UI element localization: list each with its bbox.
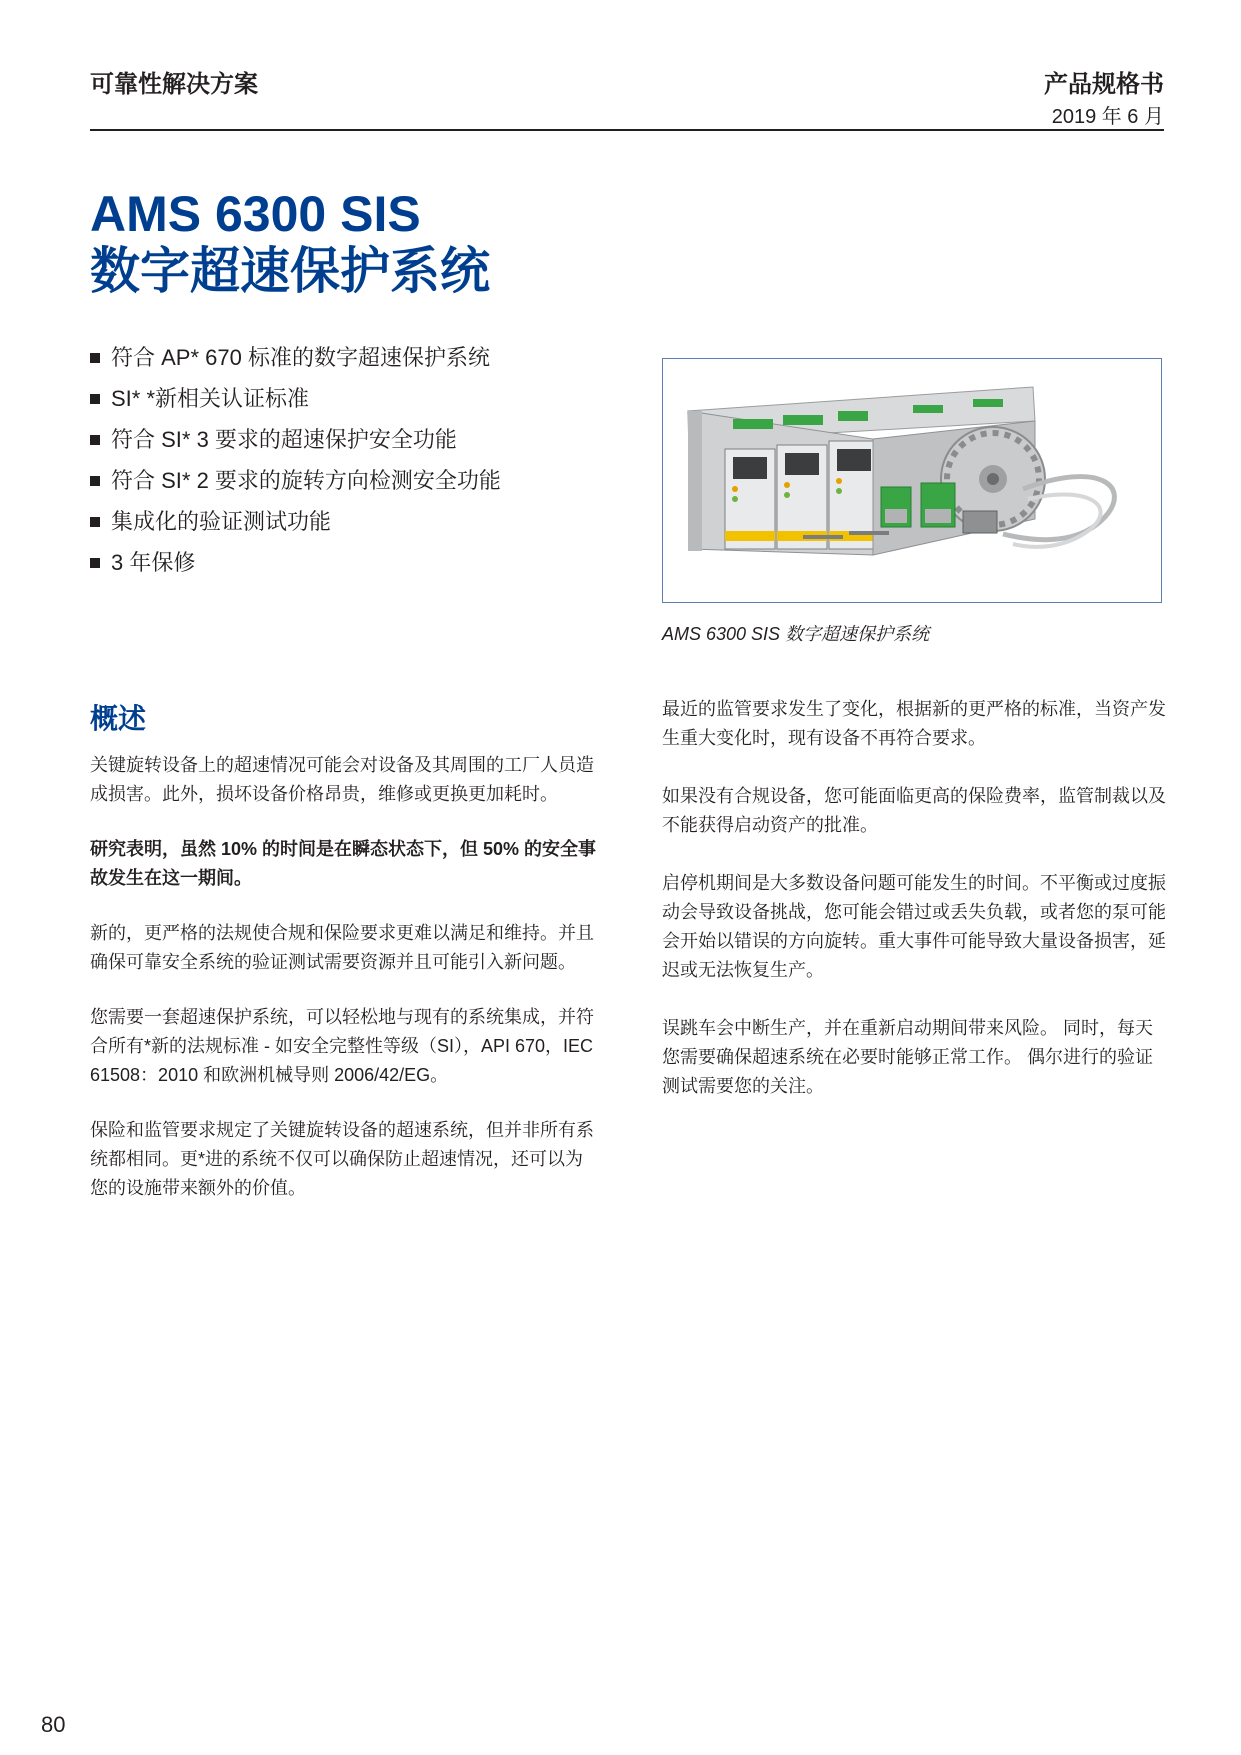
title-line-2: 数字超速保护系统 (90, 243, 490, 299)
section-heading-overview: 概述 (90, 703, 147, 734)
paragraph: 误跳车会中断生产，并在重新启动期间带来风险。 同时，每天您需要确保超速系统在必要时能够正常工作。 偶尔进行的验证测试需要您的关注。 (662, 1018, 1153, 1096)
paragraph: 最近的监管要求发生了变化，根据新的更严格的标准，当资产发生重大变化时，现有设备不再符合要求。 (662, 699, 1166, 748)
feature-item (90, 419, 501, 460)
paragraph-emphasis: 研究表明，虽然 10% 的时间是在瞬态状态下，但 50% 的安全事故发生在这一期间。 (90, 839, 597, 888)
title-line-1: AMS 6300 SIS (90, 186, 421, 242)
feature-item (90, 337, 501, 378)
feature-text: 3 年保修 (111, 550, 196, 575)
paragraph: 如果没有合规设备，您可能面临更高的保险费率，监管制裁以及不能获得启动资产的批准。 (662, 786, 1166, 835)
bullet-square-icon (90, 476, 100, 486)
feature-text: 集成化的验证测试功能 (111, 509, 332, 534)
header-category: 可靠性解决方案 (90, 71, 258, 98)
page-number: 80 (41, 1712, 66, 1737)
paragraph: 保险和监管要求规定了关键旋转设备的超速系统，但并非所有系统都相同。更*进的系统不仅可以确保防止超速情况，还可以为您的设施带来额外的价值。 (90, 1120, 594, 1198)
paragraph: 您需要一套超速保护系统，可以轻松地与现有的系统集成，并符合所有*新的法规标准 - 如安全完整性等级（SI），API 670，IEC 61508：2010 和欧洲机械导则 2006/42/EG。 (90, 1007, 594, 1085)
overview-right-column (662, 695, 1170, 1101)
feature-item (90, 460, 501, 501)
feature-text: 符合 SI* 2 要求的旋转方向检测安全功能 (111, 468, 501, 493)
bullet-square-icon (90, 394, 100, 404)
bullet-square-icon (90, 558, 100, 568)
feature-text: 符合 AP* 670 标准的数字超速保护系统 (111, 345, 490, 370)
figure-caption: AMS 6300 SIS 数字超速保护系统 (662, 624, 930, 644)
feature-item (90, 542, 501, 583)
header-divider (90, 129, 1164, 131)
feature-list (90, 337, 501, 583)
header-doc-type: 产品规格书 (1044, 71, 1164, 98)
paragraph: 关键旋转设备上的超速情况可能会对设备及其周围的工厂人员造成损害。此外，损坏设备价格昂贵，维修或更换更加耗时。 (90, 755, 594, 804)
page-title (90, 186, 490, 300)
paragraph: 新的，更严格的法规使合规和保险要求更难以满足和维持。并且确保可靠安全系统的验证测试需要资源并且可能引入新问题。 (90, 923, 594, 972)
feature-text: 符合 SI* 3 要求的超速保护安全功能 (111, 427, 457, 452)
bullet-square-icon (90, 517, 100, 527)
paragraph: 启停机期间是大多数设备问题可能发生的时间。不平衡或过度振动会导致设备挑战，您可能会错过或丢失负载，或者您的泵可能会开始以错误的方向旋转。重大事件可能导致大量设备损害，延迟或无法恢复生产。 (662, 873, 1166, 980)
product-image (662, 358, 1162, 603)
bullet-square-icon (90, 353, 100, 363)
feature-text: SI* *新相关认证标准 (111, 386, 310, 411)
product-illustration (663, 359, 1160, 601)
header-date: 2019 年 6 月 (1051, 106, 1164, 128)
overview-left-column (90, 751, 598, 1203)
feature-item (90, 378, 501, 419)
bullet-square-icon (90, 435, 100, 445)
feature-item (90, 501, 501, 542)
